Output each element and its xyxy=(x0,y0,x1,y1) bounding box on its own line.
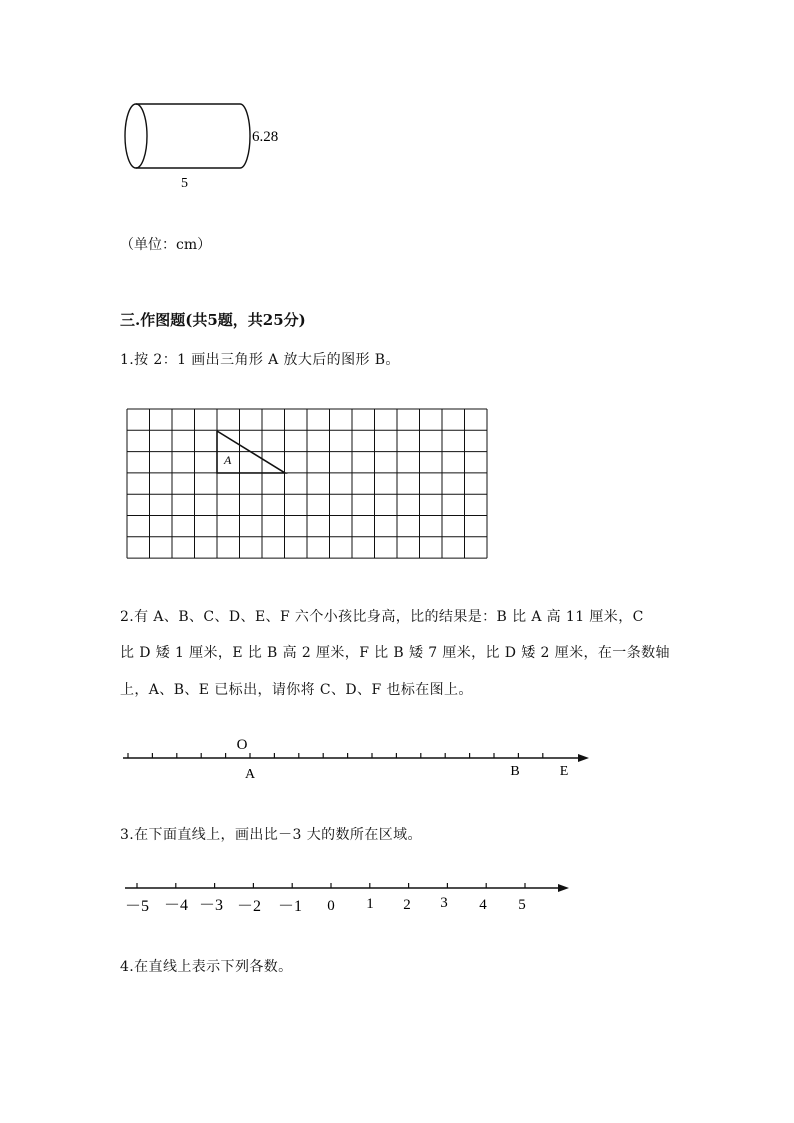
triangle-a-label: A xyxy=(224,453,232,467)
question-2-line-3: 上，A、B、E 已标出，请你将 C、D、F 也标在图上。 xyxy=(120,682,473,698)
question-2-line-2: 比 D 矮 1 厘米，E 比 B 高 2 厘米，F 比 B 矮 7 厘米，比 D 矮 2 厘米，在一条数轴 xyxy=(120,645,670,661)
unit-note: （单位：cm） xyxy=(120,237,212,253)
question-1-text: 1.按 2：1 画出三角形 A 放大后的图形 B。 xyxy=(120,352,400,368)
tick-label: 0 xyxy=(327,898,335,914)
question-4-text: 4.在直线上表示下列各数。 xyxy=(120,959,293,975)
point-e-label: E xyxy=(559,764,569,779)
cylinder-figure xyxy=(110,90,310,200)
tick-label: －4 xyxy=(163,897,189,914)
tick-label: 5 xyxy=(518,897,526,913)
tick-label: －3 xyxy=(198,897,224,914)
point-b-label: B xyxy=(510,764,520,779)
tick-label: 3 xyxy=(440,895,448,911)
question-2-line-1: 2.有 A、B、C、D、E、F 六个小孩比身高，比的结果是：B 比 A 高 11 厘米，C xyxy=(120,609,644,625)
tick-label: －5 xyxy=(124,898,150,915)
cylinder-length-label: 5 xyxy=(181,176,188,191)
tick-label: 2 xyxy=(403,897,411,913)
point-a-label: A xyxy=(244,767,256,782)
grid-lines xyxy=(127,409,487,558)
cylinder-height-label: 6.28 xyxy=(252,129,279,145)
tick-label: －2 xyxy=(236,898,262,915)
question-3-text: 3.在下面直线上，画出比－3 大的数所在区域。 xyxy=(120,827,422,843)
section-title: 三.作图题(共5题，共25分) xyxy=(120,311,306,329)
number-line-q2 xyxy=(115,730,605,790)
number-line-q3 xyxy=(115,872,585,922)
origin-label: O xyxy=(236,737,248,753)
grid-figure xyxy=(120,400,500,570)
tick-label: －1 xyxy=(277,898,303,915)
tick-label: 4 xyxy=(479,897,487,913)
tick-label: 1 xyxy=(366,896,374,912)
